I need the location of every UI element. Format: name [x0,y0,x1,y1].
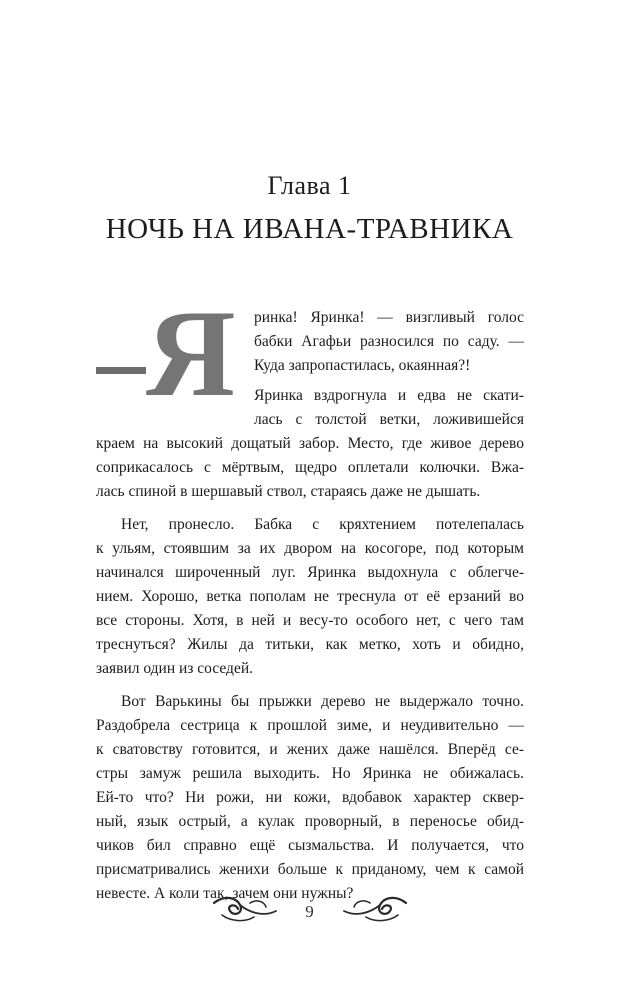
text-line: Раздобрела сестрица к прошлой зиме, и неудивительно — [96,717,524,734]
text-line: Яринка вздрогнула и едва не скати- [254,387,524,404]
dropcap-dash [96,367,146,374]
text-line: Нет, пронесло. Бабка с кряхтением потелепалась [121,516,524,533]
text-line: к ульям, стоявшим за их двором на косогоре, под которым [96,540,524,557]
text-line: невесте. А коли так, зачем они нужны? [96,885,354,902]
ornament-right-icon [340,891,410,927]
text-line: стры замуж решила выходить. Но Яринка не обижалась. [96,765,524,782]
text-line: чиков бил справно ещё сызмальства. И получается, что [96,837,524,854]
text-line: ный, язык острый, а кулак проворный, в переносье обид- [96,813,524,830]
text-line: лась спиной в шершавый ствол, стараясь даже не дышать. [96,483,481,500]
text-line: соприкасалось с мёртвым, щедро оплетали колючки. Вжа- [96,459,524,476]
text-line: лась с толстой ветки, ложивишейся [254,411,524,428]
text-line: присматривались женихи больше к приданому, чем к самой [96,861,524,878]
text-line: ринка! Яринка! — визгливый голос [254,309,524,326]
text-line: начинался широченный луг. Яринка выдохнула с облегче- [96,564,524,581]
text-line: треснуться? Жилы да титьки, как метко, хоть и обидно, [96,636,524,653]
text-line: Вот Варькины бы прыжки дерево не выдержало точно. [121,693,524,710]
text-line: Куда запропастилась, окаянная?! [254,357,471,374]
text-line: все стороны. Хотя, в ней и весу-то особого нет, с чего там [96,612,524,629]
text-line: нием. Хорошо, ветка пополам не треснула от её ерзаний во [96,588,524,605]
page-number: 9 [305,902,314,921]
chapter-title: НОЧЬ НА ИВАНА-ТРАВНИКА [105,213,514,245]
chapter-number: Глава 1 [267,171,352,200]
text-line: заявил один из соседей. [96,660,253,677]
text-line: Ей-то что? Ни рожи, ни кожи, вдобавок характер сквер- [96,789,524,806]
dropcap-letter: Я [146,285,236,422]
text-line: бабки Агафьи разносился по саду. — [254,333,524,350]
text-line: к сватовству готовится, и жених даже нашёлся. Вперёд се- [96,741,524,758]
text-line: краем на высокий дощатый забор. Место, где живое дерево [96,435,524,452]
